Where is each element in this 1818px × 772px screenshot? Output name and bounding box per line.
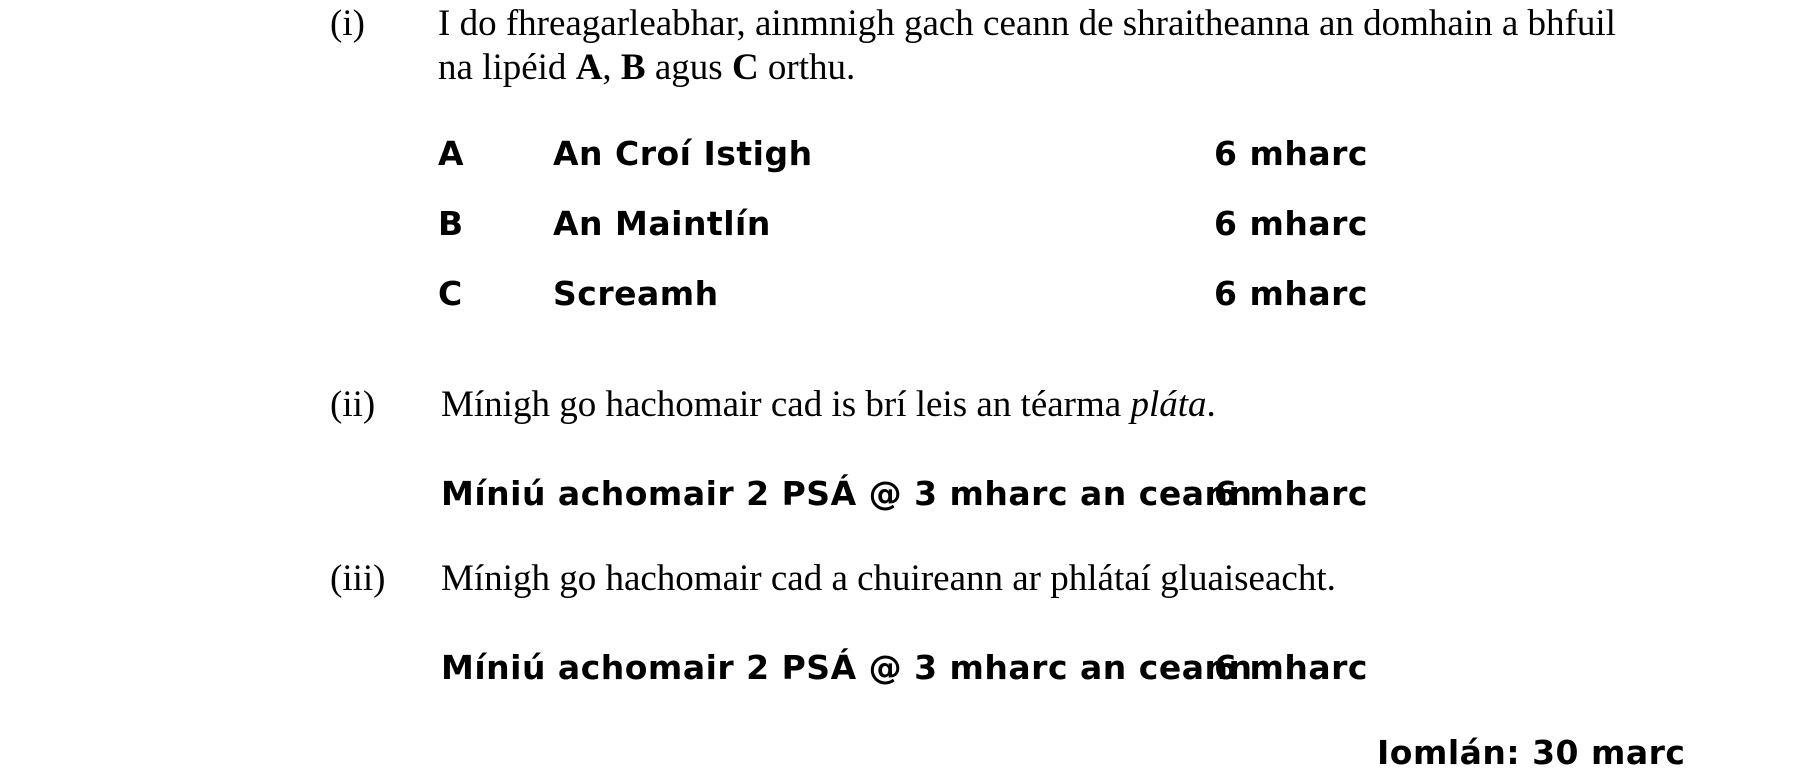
question-2-text-post: . (1206, 384, 1216, 425)
question-2-marks: 6 mharc (1214, 474, 1368, 513)
question-2-text (441, 383, 1216, 427)
question-1-line2-pre: na lipéid (438, 47, 576, 88)
answer-marks-a: 6 mharc (1214, 134, 1368, 173)
label-b: B (620, 47, 646, 88)
answer-letter-c: C (438, 274, 463, 313)
question-1-line1: I do fhreagarleabhar, ainmnigh gach ceann de shraitheanna an domhain a bhfuil (438, 3, 1616, 44)
label-c: C (731, 47, 759, 88)
total-marks: Iomlán: 30 marc (1377, 733, 1686, 772)
question-2-number: (ii) (330, 384, 376, 425)
question-3-marks: 6 mharc (1214, 648, 1368, 687)
question-2-text-pre: Mínigh go hachomair cad is brí leis an téarma (441, 384, 1131, 425)
question-3-text: Mínigh go hachomair cad a chuireann ar phlátaí gluaiseacht. (441, 558, 1336, 599)
question-1-text (438, 2, 1616, 90)
label-a: A (575, 47, 603, 88)
question-1-line2-post: orthu. (758, 47, 856, 88)
answer-marks-c: 6 mharc (1214, 274, 1368, 313)
term-plata: pláta (1130, 384, 1207, 425)
answer-text-c: Screamh (553, 274, 719, 313)
question-3-number: (iii) (330, 558, 386, 599)
question-1-number: (i) (330, 3, 365, 44)
answer-text-b: An Maintlín (553, 204, 771, 243)
separator-1: , (602, 47, 621, 88)
answer-letter-b: B (438, 204, 464, 243)
answer-marks-b: 6 mharc (1214, 204, 1368, 243)
answer-text-a: An Croí Istigh (553, 134, 813, 173)
separator-2: agus (645, 47, 732, 88)
answer-letter-a: A (438, 134, 465, 173)
question-1-line2 (438, 46, 1616, 90)
question-3-marking-scheme: Míniú achomair 2 PSÁ @ 3 mharc an ceann (441, 648, 1253, 687)
question-2-marking-scheme: Míniú achomair 2 PSÁ @ 3 mharc an ceann (441, 474, 1253, 513)
